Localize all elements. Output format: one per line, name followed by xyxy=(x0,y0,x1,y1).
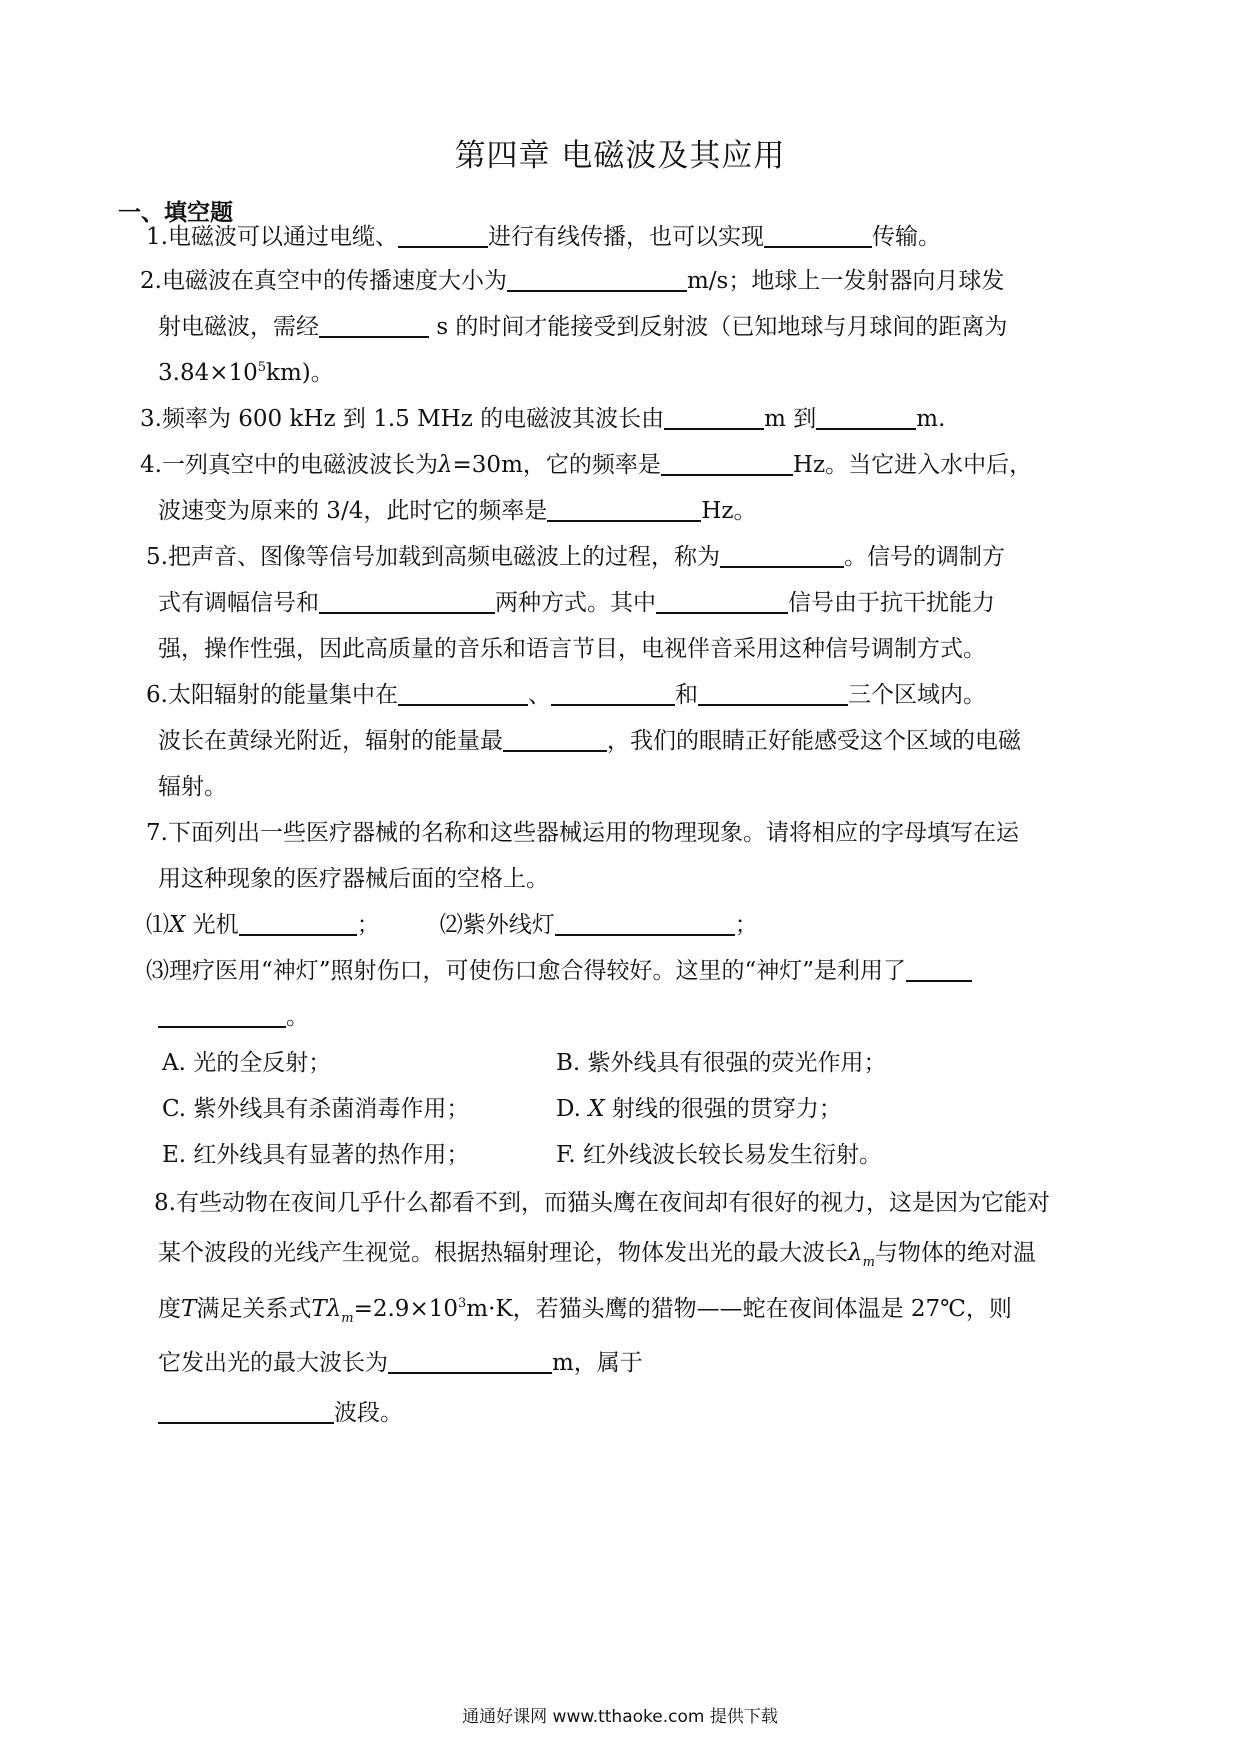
question-7-line-1: 7.下面列出一些医疗器械的名称和这些器械运用的物理现象。请将相应的字母填写在运 xyxy=(146,820,1019,846)
answer-blank[interactable] xyxy=(906,958,972,982)
page-footer: 通通好课网 www.tthaoke.com 提供下载 xyxy=(462,1707,778,1727)
question-6-line-3: 辐射。 xyxy=(158,774,227,800)
option-c: C. 紫外线具有杀菌消毒作用； xyxy=(162,1096,470,1122)
answer-blank[interactable] xyxy=(656,590,788,614)
question-7-sub-3-cont: 。 xyxy=(158,1002,309,1032)
question-8-line-4: 它发出光的最大波长为 m，属于 xyxy=(158,1350,643,1376)
option-e: E. 红外线具有显著的热作用； xyxy=(162,1142,470,1168)
answer-blank[interactable] xyxy=(698,682,848,706)
answer-blank[interactable] xyxy=(816,406,916,430)
option-d: D. X 射线的很强的贯穿力； xyxy=(556,1096,842,1122)
question-5-line-3: 强，操作性强，因此高质量的音乐和语言节目，电视伴音采用这种信号调制方式。 xyxy=(158,636,986,662)
question-5-line-1: 5.把声音、图像等信号加载到高频电磁波上的过程，称为 。信号的调制方 xyxy=(146,544,1005,570)
chapter-title: 第四章 电磁波及其应用 xyxy=(454,138,786,174)
answer-blank[interactable] xyxy=(661,452,793,476)
answer-blank[interactable] xyxy=(319,590,495,614)
question-5-line-2: 式有调幅信号和 两种方式。其中 信号由于抗干扰能力 xyxy=(158,590,995,616)
option-a: A. 光的全反射； xyxy=(162,1050,332,1076)
question-7-line-2: 用这种现象的医疗器械后面的空格上。 xyxy=(158,866,549,892)
answer-blank[interactable] xyxy=(503,728,607,752)
question-1: 1.电磁波可以通过电缆、 进行有线传播，也可以实现 传输。 xyxy=(146,224,941,250)
question-7-sub-1-2: ⑴X 光机 ； ⑵紫外线灯 ； xyxy=(146,912,758,938)
question-6-line-2: 波长在黄绿光附近，辐射的能量最 ，我们的眼睛正好能感受这个区域的电磁 xyxy=(158,728,1021,754)
option-b: B. 紫外线具有很强的荧光作用； xyxy=(556,1050,887,1076)
question-8-line-3: 度T满足关系式$T\lambda_m=2.9\times 10^3m\cdot K$，若猫头鹰的猎物——蛇在夜间体温是 27℃，则 xyxy=(158,1296,1012,1326)
question-4-line-1: 4.一列真空中的电磁波波长为λ=30m，它的频率是 Hz。当它进入水中后， xyxy=(140,452,1033,478)
answer-blank[interactable] xyxy=(398,682,528,706)
question-6-line-1: 6.太阳辐射的能量集中在 、 和 三个区域内。 xyxy=(146,682,986,708)
answer-blank[interactable] xyxy=(720,544,844,568)
answer-blank[interactable] xyxy=(764,224,872,248)
question-2-line-1: 2.电磁波在真空中的传播速度大小为 m/s；地球上一发射器向月球发 xyxy=(140,268,1005,294)
answer-blank[interactable] xyxy=(239,912,357,936)
question-3: 3.频率为 600 kHz 到 1.5 MHz 的电磁波其波长由 m 到 m. xyxy=(140,406,946,432)
question-2-line-2: 射电磁波，需经 s 的时间才能接受到反射波（已知地球与月球间的距离为 xyxy=(158,314,1008,340)
question-8-line-5: 波段。 xyxy=(158,1398,403,1428)
answer-blank[interactable] xyxy=(158,1400,334,1424)
answer-blank[interactable] xyxy=(319,314,429,338)
answer-blank[interactable] xyxy=(551,682,675,706)
answer-blank[interactable] xyxy=(398,224,488,248)
answer-blank[interactable] xyxy=(158,1004,286,1028)
answer-blank[interactable] xyxy=(507,268,687,292)
question-8-line-2: 某个波段的光线产生视觉。根据热辐射理论，物体发出光的最大波长$\lambda_m$与物体的绝对温 xyxy=(158,1240,1036,1270)
question-8-line-1: 8.有些动物在夜间几乎什么都看不到，而猫头鹰在夜间却有很好的视力，这是因为它能对 xyxy=(154,1190,1050,1216)
section-heading: 一、填空题 xyxy=(118,200,233,226)
answer-blank[interactable] xyxy=(388,1350,552,1374)
answer-blank[interactable] xyxy=(547,498,701,522)
answer-blank[interactable] xyxy=(555,912,735,936)
option-f: F. 红外线波长较长易发生衍射。 xyxy=(556,1142,882,1168)
question-7-sub-3: ⑶理疗医用“神灯”照射伤口，可使伤口愈合得较好。这里的“神灯”是利用了 xyxy=(146,956,972,986)
question-4-line-2: 波速变为原来的 3/4，此时它的频率是 Hz。 xyxy=(158,498,757,524)
answer-blank[interactable] xyxy=(664,406,764,430)
question-2-line-3: $3.84\times 10^5km$)。 xyxy=(158,360,334,386)
